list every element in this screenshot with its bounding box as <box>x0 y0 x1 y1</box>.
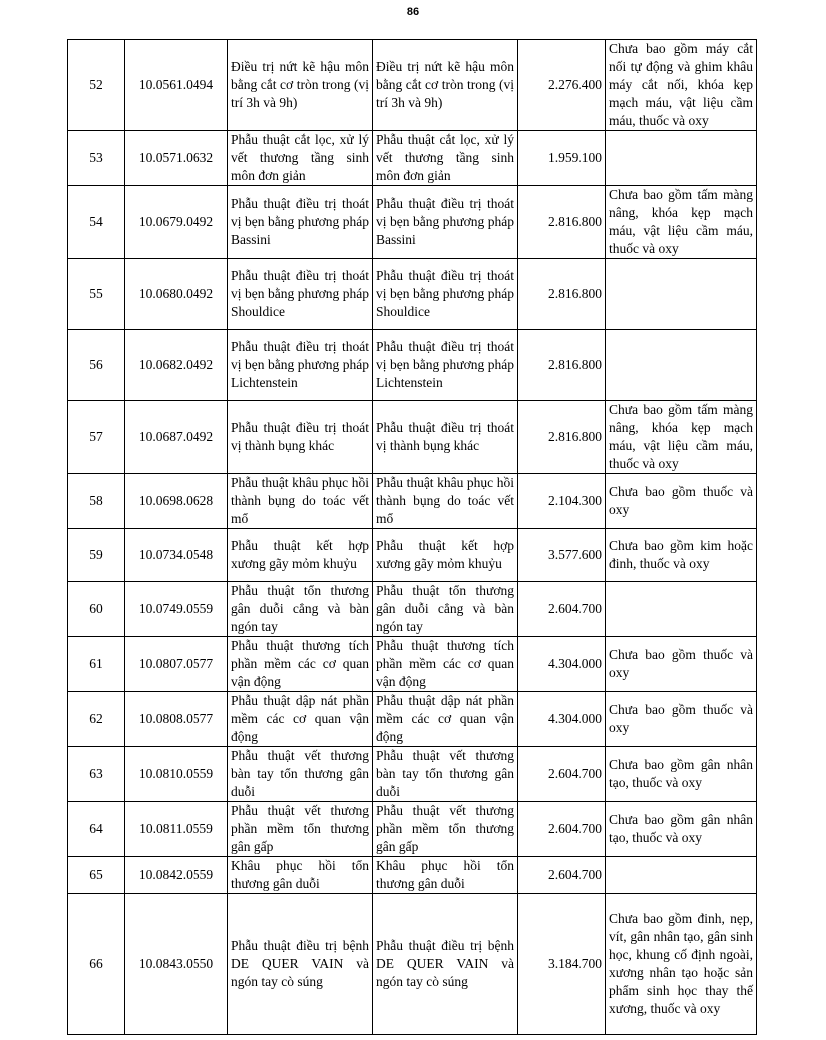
service-name: Phẫu thuật vết thương bàn tay tổn thương gân duỗi <box>228 747 373 802</box>
table-row <box>68 131 757 186</box>
service-note: Chưa bao gồm gân nhân tạo, thuốc và oxy <box>606 802 757 857</box>
service-price: 2.276.400 <box>518 40 606 131</box>
service-name-alt: Phẫu thuật điều trị thoát vị bẹn bằng phương pháp Shouldice <box>373 259 518 330</box>
page-number: 86 <box>406 6 420 18</box>
service-name: Phẫu thuật khâu phục hồi thành bụng do toác vết mổ <box>228 474 373 529</box>
row-number: 65 <box>68 857 125 894</box>
service-name-alt: Phẫu thuật kết hợp xương gãy mỏm khuỷu <box>373 529 518 582</box>
service-price: 2.604.700 <box>518 802 606 857</box>
row-number: 63 <box>68 747 125 802</box>
table-row <box>68 894 757 1035</box>
table-row <box>68 330 757 401</box>
service-name: Phẫu thuật dập nát phần mềm các cơ quan vận động <box>228 692 373 747</box>
row-number: 58 <box>68 474 125 529</box>
service-note <box>606 330 757 401</box>
service-name-alt: Phẫu thuật điều trị thoát vị bẹn bằng phương pháp Bassini <box>373 186 518 259</box>
price-table <box>67 39 757 1035</box>
service-name: Phẫu thuật tổn thương gân duỗi cẳng và bàn ngón tay <box>228 582 373 637</box>
price-table-body <box>68 40 757 1035</box>
service-code: 10.0680.0492 <box>125 259 228 330</box>
service-code: 10.0687.0492 <box>125 401 228 474</box>
service-name-alt: Khâu phục hồi tổn thương gân duỗi <box>373 857 518 894</box>
service-note <box>606 857 757 894</box>
service-name-alt: Phẫu thuật khâu phục hồi thành bụng do toác vết mổ <box>373 474 518 529</box>
service-name: Phẫu thuật thương tích phần mềm các cơ quan vận động <box>228 637 373 692</box>
service-name-alt: Phẫu thuật dập nát phần mềm các cơ quan vận động <box>373 692 518 747</box>
row-number: 61 <box>68 637 125 692</box>
row-number: 55 <box>68 259 125 330</box>
service-note: Chưa bao gồm gân nhân tạo, thuốc và oxy <box>606 747 757 802</box>
service-name: Phẫu thuật điều trị thoát vị bẹn bằng phương pháp Shouldice <box>228 259 373 330</box>
service-note: Chưa bao gồm đinh, nẹp, vít, gân nhân tạo, gân sinh học, khung cố định ngoài, xương nhân tạo hoặc sản phẩm sinh học thay thế xương, thuốc và oxy <box>606 894 757 1035</box>
service-price: 3.577.600 <box>518 529 606 582</box>
table-row <box>68 747 757 802</box>
row-number: 53 <box>68 131 125 186</box>
service-price: 2.816.800 <box>518 259 606 330</box>
row-number: 57 <box>68 401 125 474</box>
service-code: 10.0810.0559 <box>125 747 228 802</box>
service-name-alt: Phẫu thuật điều trị bệnh DE QUER VAIN và ngón tay cò súng <box>373 894 518 1035</box>
row-number: 56 <box>68 330 125 401</box>
service-note: Chưa bao gồm tấm màng nâng, khóa kẹp mạch máu, vật liệu cầm máu, thuốc và oxy <box>606 186 757 259</box>
service-price: 4.304.000 <box>518 637 606 692</box>
service-price: 2.604.700 <box>518 857 606 894</box>
service-note: Chưa bao gồm tấm màng nâng, khóa kẹp mạch máu, vật liệu cầm máu, thuốc và oxy <box>606 401 757 474</box>
service-name: Phẫu thuật kết hợp xương gãy mỏm khuỷu <box>228 529 373 582</box>
service-code: 10.0561.0494 <box>125 40 228 131</box>
service-note: Chưa bao gồm kim hoặc đinh, thuốc và oxy <box>606 529 757 582</box>
table-row <box>68 529 757 582</box>
service-code: 10.0811.0559 <box>125 802 228 857</box>
row-number: 59 <box>68 529 125 582</box>
table-row <box>68 186 757 259</box>
service-name: Khâu phục hồi tổn thương gân duỗi <box>228 857 373 894</box>
service-code: 10.0682.0492 <box>125 330 228 401</box>
table-row <box>68 857 757 894</box>
row-number: 64 <box>68 802 125 857</box>
service-note: Chưa bao gồm thuốc và oxy <box>606 474 757 529</box>
service-code: 10.0734.0548 <box>125 529 228 582</box>
service-code: 10.0807.0577 <box>125 637 228 692</box>
service-name-alt: Phẫu thuật tổn thương gân duỗi cẳng và bàn ngón tay <box>373 582 518 637</box>
row-number: 62 <box>68 692 125 747</box>
service-price: 2.816.800 <box>518 186 606 259</box>
service-price: 2.816.800 <box>518 401 606 474</box>
service-code: 10.0808.0577 <box>125 692 228 747</box>
service-name: Phẫu thuật điều trị thoát vị bẹn bằng phương pháp Lichtenstein <box>228 330 373 401</box>
service-price: 3.184.700 <box>518 894 606 1035</box>
service-name-alt: Phẫu thuật cắt lọc, xử lý vết thương tầng sinh môn đơn giản <box>373 131 518 186</box>
service-code: 10.0749.0559 <box>125 582 228 637</box>
service-note: Chưa bao gồm máy cắt nối tự động và ghim khâu máy cắt nối, khóa kẹp mạch máu, vật liệu cầm máu, thuốc và oxy <box>606 40 757 131</box>
service-code: 10.0698.0628 <box>125 474 228 529</box>
service-code: 10.0571.0632 <box>125 131 228 186</box>
table-row <box>68 692 757 747</box>
table-row <box>68 401 757 474</box>
service-name: Phẫu thuật cắt lọc, xử lý vết thương tầng sinh môn đơn giản <box>228 131 373 186</box>
service-code: 10.0679.0492 <box>125 186 228 259</box>
service-code: 10.0842.0559 <box>125 857 228 894</box>
service-code: 10.0843.0550 <box>125 894 228 1035</box>
service-price: 2.104.300 <box>518 474 606 529</box>
service-note: Chưa bao gồm thuốc và oxy <box>606 692 757 747</box>
table-row <box>68 637 757 692</box>
table-row <box>68 40 757 131</box>
table-row <box>68 582 757 637</box>
service-name-alt: Phẫu thuật vết thương phần mềm tổn thương gân gấp <box>373 802 518 857</box>
row-number: 66 <box>68 894 125 1035</box>
service-name-alt: Phẫu thuật thương tích phần mềm các cơ quan vận động <box>373 637 518 692</box>
service-name-alt: Phẫu thuật vết thương bàn tay tổn thương gân duỗi <box>373 747 518 802</box>
service-name-alt: Điều trị nứt kẽ hậu môn bằng cắt cơ tròn trong (vị trí 3h và 9h) <box>373 40 518 131</box>
service-name: Phẫu thuật điều trị thoát vị thành bụng khác <box>228 401 373 474</box>
service-price: 2.816.800 <box>518 330 606 401</box>
service-note <box>606 259 757 330</box>
row-number: 52 <box>68 40 125 131</box>
service-note: Chưa bao gồm thuốc và oxy <box>606 637 757 692</box>
service-note <box>606 582 757 637</box>
service-price: 2.604.700 <box>518 747 606 802</box>
service-name: Phẫu thuật vết thương phần mềm tổn thương gân gấp <box>228 802 373 857</box>
table-row <box>68 802 757 857</box>
row-number: 54 <box>68 186 125 259</box>
service-name: Điều trị nứt kẽ hậu môn bằng cắt cơ tròn trong (vị trí 3h và 9h) <box>228 40 373 131</box>
table-row <box>68 259 757 330</box>
service-price: 1.959.100 <box>518 131 606 186</box>
row-number: 60 <box>68 582 125 637</box>
service-name: Phẫu thuật điều trị thoát vị bẹn bằng phương pháp Bassini <box>228 186 373 259</box>
service-name-alt: Phẫu thuật điều trị thoát vị thành bụng khác <box>373 401 518 474</box>
service-name: Phẫu thuật điều trị bệnh DE QUER VAIN và ngón tay cò súng <box>228 894 373 1035</box>
service-name-alt: Phẫu thuật điều trị thoát vị bẹn bằng phương pháp Lichtenstein <box>373 330 518 401</box>
service-note <box>606 131 757 186</box>
service-price: 4.304.000 <box>518 692 606 747</box>
table-row <box>68 474 757 529</box>
service-price: 2.604.700 <box>518 582 606 637</box>
